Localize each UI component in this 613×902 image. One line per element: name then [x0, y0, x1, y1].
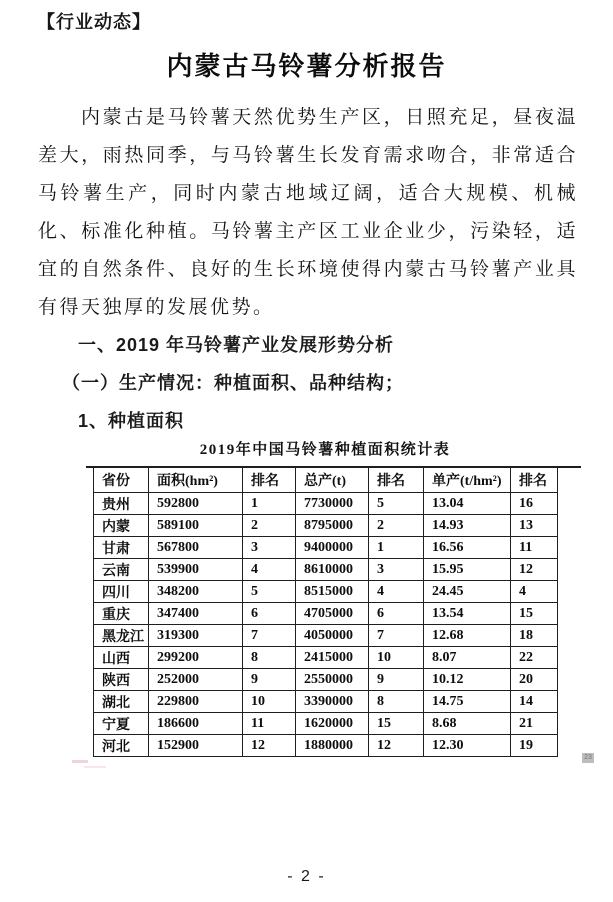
cell-province: 重庆 [94, 603, 149, 625]
cell-output-rank: 2 [369, 515, 424, 537]
cell-area: 152900 [149, 735, 243, 757]
cell-area: 589100 [149, 515, 243, 537]
cell-area-rank: 5 [243, 581, 296, 603]
cell-yield-rank: 18 [511, 625, 558, 647]
cell-output-rank: 4 [369, 581, 424, 603]
cell-area: 252000 [149, 669, 243, 691]
cell-province: 湖北 [94, 691, 149, 713]
cell-yield-rank: 12 [511, 559, 558, 581]
table-row [94, 735, 558, 757]
cell-yield: 10.12 [424, 669, 511, 691]
cell-area: 319300 [149, 625, 243, 647]
cell-total-output: 8515000 [296, 581, 369, 603]
scan-artifact [84, 766, 106, 768]
cell-yield: 15.95 [424, 559, 511, 581]
cell-output-rank: 8 [369, 691, 424, 713]
cell-yield: 14.93 [424, 515, 511, 537]
cell-area-rank: 8 [243, 647, 296, 669]
cell-output-rank: 12 [369, 735, 424, 757]
table-body [94, 493, 558, 757]
cell-output-rank: 6 [369, 603, 424, 625]
cell-area: 299200 [149, 647, 243, 669]
cell-area-rank: 3 [243, 537, 296, 559]
cell-area: 592800 [149, 493, 243, 515]
cell-area-rank: 12 [243, 735, 296, 757]
cell-province: 陕西 [94, 669, 149, 691]
cell-total-output: 4050000 [296, 625, 369, 647]
cell-province: 贵州 [94, 493, 149, 515]
cell-yield-rank: 14 [511, 691, 558, 713]
statistics-table [93, 467, 558, 757]
heading-level-1: 一、2019 年马铃薯产业发展形势分析 [78, 335, 395, 355]
table-header-row [94, 468, 558, 493]
cell-total-output: 2415000 [296, 647, 369, 669]
cell-area: 348200 [149, 581, 243, 603]
cell-total-output: 2550000 [296, 669, 369, 691]
table-row [94, 515, 558, 537]
header-area-rank: 排名 [243, 468, 296, 493]
cell-area-rank: 2 [243, 515, 296, 537]
section-tag: 【行业动态】 [37, 12, 151, 32]
header-output-rank: 排名 [369, 468, 424, 493]
cell-yield-rank: 15 [511, 603, 558, 625]
cell-total-output: 7730000 [296, 493, 369, 515]
table-row [94, 603, 558, 625]
cell-yield: 24.45 [424, 581, 511, 603]
cell-yield-rank: 4 [511, 581, 558, 603]
cell-area: 186600 [149, 713, 243, 735]
cell-area: 539900 [149, 559, 243, 581]
cell-yield-rank: 19 [511, 735, 558, 757]
table-row [94, 625, 558, 647]
cell-output-rank: 15 [369, 713, 424, 735]
cell-area-rank: 1 [243, 493, 296, 515]
cell-province: 云南 [94, 559, 149, 581]
cell-area-rank: 9 [243, 669, 296, 691]
cell-area-rank: 11 [243, 713, 296, 735]
table-row [94, 493, 558, 515]
cell-province: 黑龙江 [94, 625, 149, 647]
page-title: 内蒙古马铃薯分析报告 [166, 52, 447, 81]
table-row [94, 691, 558, 713]
header-yield: 单产(t/hm²) [424, 468, 511, 493]
cell-output-rank: 7 [369, 625, 424, 647]
cell-province: 宁夏 [94, 713, 149, 735]
cell-yield-rank: 22 [511, 647, 558, 669]
table-row [94, 537, 558, 559]
cell-output-rank: 3 [369, 559, 424, 581]
cell-area: 229800 [149, 691, 243, 713]
cell-yield: 14.75 [424, 691, 511, 713]
scan-artifact [72, 760, 88, 763]
corner-watermark: 23 [582, 753, 594, 763]
intro-paragraph: 内蒙古是马铃薯天然优势生产区，日照充足，昼夜温差大，雨热同季，与马铃薯生长发育需求吻合，非常适合马铃薯生产，同时内蒙古地域辽阔，适合大规模、机械化、标准化种植。马铃薯主产区工业企业少，污染轻，适宜的自然条件、良好的生长环境使得内蒙古马铃薯产业具有得天独厚的发展优势。 [38, 107, 578, 318]
cell-yield: 16.56 [424, 537, 511, 559]
cell-total-output: 8610000 [296, 559, 369, 581]
cell-area-rank: 6 [243, 603, 296, 625]
cell-yield: 13.54 [424, 603, 511, 625]
cell-output-rank: 1 [369, 537, 424, 559]
cell-yield: 13.04 [424, 493, 511, 515]
cell-total-output: 8795000 [296, 515, 369, 537]
cell-output-rank: 10 [369, 647, 424, 669]
cell-total-output: 3390000 [296, 691, 369, 713]
cell-output-rank: 9 [369, 669, 424, 691]
cell-total-output: 4705000 [296, 603, 369, 625]
cell-yield-rank: 16 [511, 493, 558, 515]
header-area: 面积(hm²) [149, 468, 243, 493]
table-row [94, 559, 558, 581]
table-title: 2019年中国马铃薯种植面积统计表 [199, 442, 451, 458]
table-row [94, 669, 558, 691]
cell-yield: 8.68 [424, 713, 511, 735]
cell-province: 内蒙 [94, 515, 149, 537]
heading-level-3: 1、种植面积 [78, 411, 185, 431]
table-row [94, 647, 558, 669]
cell-area: 347400 [149, 603, 243, 625]
cell-yield: 8.07 [424, 647, 511, 669]
cell-yield-rank: 13 [511, 515, 558, 537]
cell-yield: 12.68 [424, 625, 511, 647]
table-row [94, 713, 558, 735]
cell-province: 甘肃 [94, 537, 149, 559]
cell-area-rank: 7 [243, 625, 296, 647]
cell-province: 河北 [94, 735, 149, 757]
cell-yield-rank: 21 [511, 713, 558, 735]
cell-area-rank: 4 [243, 559, 296, 581]
cell-yield-rank: 20 [511, 669, 558, 691]
header-province: 省份 [94, 468, 149, 493]
header-yield-rank: 排名 [511, 468, 558, 493]
table-row [94, 581, 558, 603]
cell-total-output: 1620000 [296, 713, 369, 735]
cell-province: 四川 [94, 581, 149, 603]
cell-total-output: 9400000 [296, 537, 369, 559]
cell-area-rank: 10 [243, 691, 296, 713]
header-total-output: 总产(t) [296, 468, 369, 493]
heading-level-2: （一）生产情况：种植面积、品种结构； [62, 373, 404, 393]
page-number: - 2 - [287, 868, 326, 885]
cell-total-output: 1880000 [296, 735, 369, 757]
cell-yield: 12.30 [424, 735, 511, 757]
cell-yield-rank: 11 [511, 537, 558, 559]
cell-province: 山西 [94, 647, 149, 669]
cell-area: 567800 [149, 537, 243, 559]
cell-output-rank: 5 [369, 493, 424, 515]
